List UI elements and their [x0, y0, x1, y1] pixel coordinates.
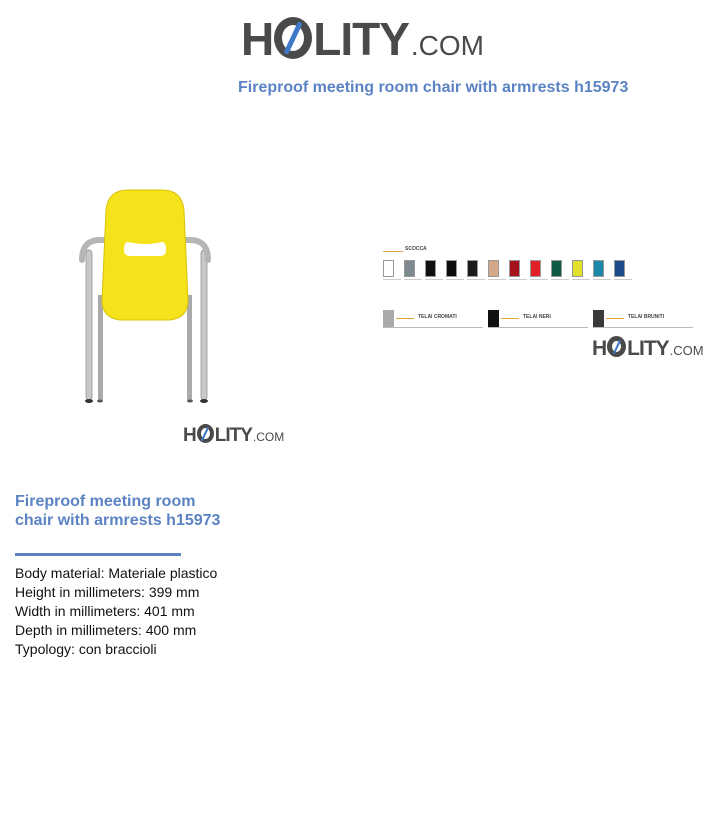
frame-label: TELAI CROMATI: [418, 314, 457, 320]
swatch-separator: [446, 279, 464, 280]
frame-label: TELAI NERI: [523, 314, 551, 320]
color-swatch: [551, 260, 562, 277]
accent-line: [383, 251, 403, 252]
product-title: Fireproof meeting room chair with armrests h15973: [15, 493, 221, 529]
swatch-separator: [425, 279, 443, 280]
frame-swatch: [488, 310, 499, 327]
frame-underline: [383, 327, 483, 328]
swatch-separator: [530, 279, 548, 280]
product-specs: [15, 564, 217, 659]
color-swatch: [467, 260, 478, 277]
spec-depth: Depth in millimeters: 400 mm: [15, 622, 197, 638]
logo-text-start: H: [241, 13, 274, 65]
logo-suffix: .COM: [669, 343, 704, 358]
swatch-separator: [383, 279, 401, 280]
logo-text-start: H: [592, 337, 607, 360]
swatch-separator: [593, 279, 611, 280]
logo-text-end: LITY: [313, 13, 409, 65]
chair-foot: [200, 399, 208, 403]
logo-o-icon: [274, 17, 312, 59]
swatch-separator: [509, 279, 527, 280]
accent-line: [501, 318, 519, 319]
swatch-separator: [572, 279, 590, 280]
color-swatch: [488, 260, 499, 277]
logo-o-icon: [197, 424, 214, 443]
chair-foot: [97, 400, 103, 403]
swatch-separator: [404, 279, 422, 280]
spec-height: Height in millimeters: 399 mm: [15, 584, 200, 600]
frame-swatch: [593, 310, 604, 327]
spec-typology: Typology: con braccioli: [15, 641, 157, 657]
frame-swatch: [383, 310, 394, 327]
title-divider: [15, 553, 181, 556]
color-swatch: [593, 260, 604, 277]
chair-leg-front-left: [86, 250, 92, 400]
body-swatch-label: SCOCCA: [405, 246, 427, 252]
logo-suffix: .COM: [410, 30, 485, 61]
logo-o-icon: [607, 336, 626, 357]
page-title: Fireproof meeting room chair with armrests h15973: [238, 79, 629, 96]
color-swatch: [446, 260, 457, 277]
image-watermark-logo: [592, 334, 704, 361]
site-logo[interactable]: [241, 10, 484, 68]
chair-leg-back-right: [187, 295, 192, 400]
color-swatch: [509, 260, 520, 277]
frame-label: TELAI BRUNITI: [628, 314, 665, 320]
color-swatch: [404, 260, 415, 277]
chair-handle-hole: [124, 242, 166, 256]
image-watermark-logo: [183, 422, 284, 447]
color-swatch: [572, 260, 583, 277]
swatch-separator: [614, 279, 632, 280]
color-swatch: [614, 260, 625, 277]
frame-underline: [488, 327, 588, 328]
accent-line: [396, 318, 414, 319]
chair-leg-back-left: [98, 295, 103, 400]
logo-text-end: LITY: [627, 337, 669, 360]
swatch-separator: [551, 279, 569, 280]
logo-text-start: H: [183, 425, 196, 446]
swatch-separator: [488, 279, 506, 280]
chair-image: [70, 180, 220, 415]
accent-line: [606, 318, 624, 319]
color-swatch: [425, 260, 436, 277]
color-swatch: [530, 260, 541, 277]
swatch-separator: [467, 279, 485, 280]
chair-foot: [85, 399, 93, 403]
color-swatch: [383, 260, 394, 277]
spec-width: Width in millimeters: 401 mm: [15, 603, 195, 619]
frame-underline: [593, 327, 693, 328]
chair-leg-front-right: [201, 250, 207, 400]
chair-foot: [187, 400, 193, 403]
spec-body-material: Body material: Materiale plastico: [15, 565, 218, 581]
logo-suffix: .COM: [252, 430, 285, 444]
logo-text-end: LITY: [214, 425, 252, 446]
